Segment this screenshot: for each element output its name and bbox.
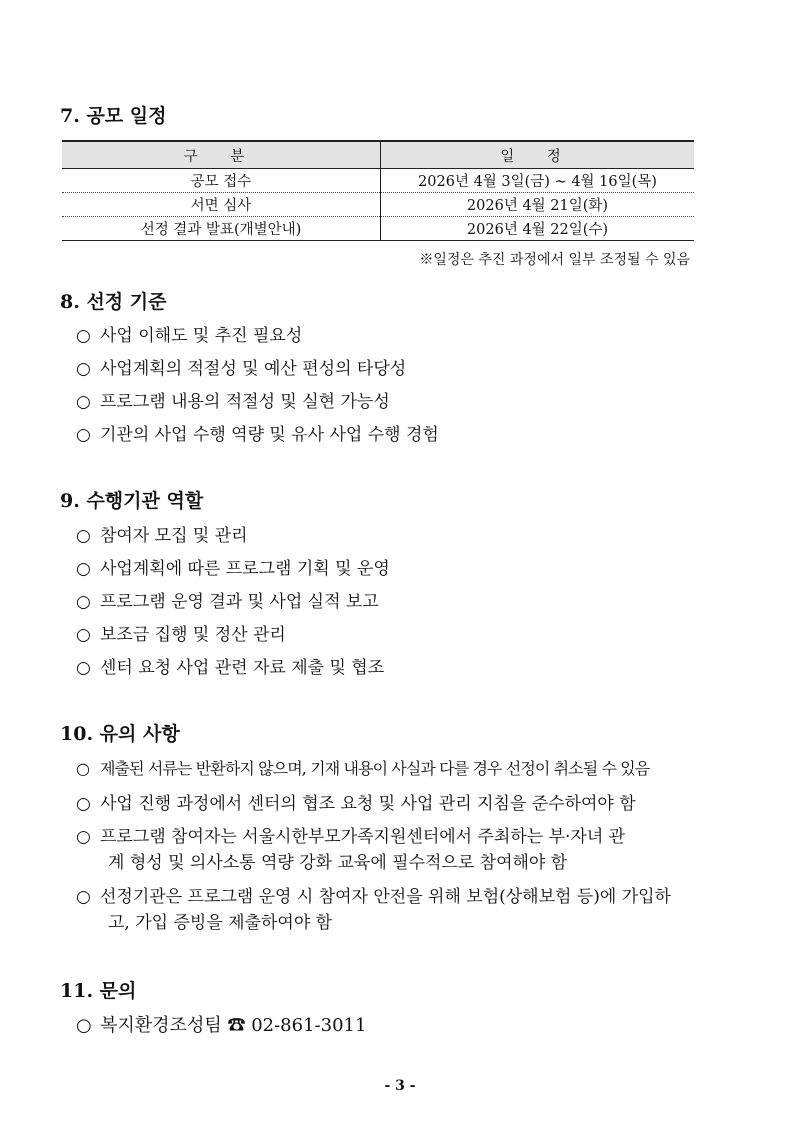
list-item: ○ 센터 요청 사업 관련 자료 제출 및 협조 bbox=[76, 658, 385, 678]
list-item-continuation: 고, 가입 증빙을 제출하여야 함 bbox=[108, 913, 333, 933]
list-item: ○ 보조금 집행 및 정산 관리 bbox=[76, 625, 286, 645]
circle-bullet-icon: ○ bbox=[76, 827, 91, 847]
table-header-row bbox=[62, 141, 694, 169]
contact-team: 복지환경조성팀 bbox=[100, 1015, 222, 1036]
row-3-category: 선정 결과 발표(개별안내) bbox=[62, 217, 381, 241]
contact-phone: 02-861-3011 bbox=[251, 1015, 367, 1036]
list-item-continuation: 계 형성 및 의사소통 역량 강화 교육에 필수적으로 참여해야 함 bbox=[108, 853, 568, 873]
circle-bullet-icon: ○ bbox=[76, 592, 91, 612]
circle-bullet-icon: ○ bbox=[76, 359, 91, 379]
row-3-date: 2026년 4월 22일(수) bbox=[381, 217, 695, 241]
list-item: ○ 참여자 모집 및 관리 bbox=[76, 526, 248, 546]
list-item: ○ 사업 진행 과정에서 센터의 협조 요청 및 사업 관리 지침을 준수하여야 함 bbox=[76, 794, 636, 814]
section-9-title: 9. 수행기관 역할 bbox=[60, 490, 204, 512]
list-item: ○ 제출된 서류는 반환하지 않으며, 기재 내용이 사실과 다를 경우 선정이 취소될 수 있음 bbox=[76, 759, 650, 778]
circle-bullet-icon: ○ bbox=[76, 526, 91, 546]
row-2-category: 서면 심사 bbox=[62, 193, 381, 217]
list-item: ○ 기관의 사업 수행 역량 및 유사 사업 수행 경험 bbox=[76, 425, 439, 445]
list-item: ○ 선정기관은 프로그램 운영 시 참여자 안전을 위해 보험(상해보험 등)에 가입하 bbox=[76, 887, 671, 907]
table-row bbox=[62, 169, 694, 193]
table-row bbox=[62, 217, 694, 241]
circle-bullet-icon: ○ bbox=[76, 658, 91, 678]
contact-item bbox=[76, 1011, 366, 1037]
circle-bullet-icon: ○ bbox=[76, 559, 91, 579]
phone-icon: ☎ bbox=[227, 1015, 246, 1036]
list-item: ○ 사업 이해도 및 추진 필요성 bbox=[76, 326, 303, 346]
circle-bullet-icon: ○ bbox=[76, 625, 91, 645]
circle-bullet-icon: ○ bbox=[76, 759, 90, 778]
section-7-title: 7. 공모 일정 bbox=[60, 105, 167, 127]
list-item: ○ 프로그램 내용의 적절성 및 실현 가능성 bbox=[76, 392, 390, 412]
circle-bullet-icon: ○ bbox=[76, 326, 91, 346]
circle-bullet-icon: ○ bbox=[76, 1015, 92, 1036]
row-1-date: 2026년 4월 3일(금) ~ 4월 16일(목) bbox=[381, 169, 695, 193]
page-number: - 3 - bbox=[384, 1078, 416, 1094]
section-10-title: 10. 유의 사항 bbox=[60, 723, 180, 745]
header-schedule: 일 정 bbox=[381, 141, 695, 169]
schedule-note: ※일정은 추진 과정에서 일부 조정될 수 있음 bbox=[419, 252, 690, 268]
list-item: ○ 프로그램 참여자는 서울시한부모가족지원센터에서 주최하는 부·자녀 관 bbox=[76, 827, 626, 847]
circle-bullet-icon: ○ bbox=[76, 887, 91, 907]
list-item: ○ 사업계획에 따른 프로그램 기획 및 운영 bbox=[76, 559, 390, 579]
list-item: ○ 프로그램 운영 결과 및 사업 실적 보고 bbox=[76, 592, 379, 612]
circle-bullet-icon: ○ bbox=[76, 794, 91, 814]
row-2-date: 2026년 4월 21일(화) bbox=[381, 193, 695, 217]
circle-bullet-icon: ○ bbox=[76, 392, 91, 412]
section-8-title: 8. 선정 기준 bbox=[60, 291, 167, 313]
schedule-table bbox=[62, 140, 694, 241]
row-1-category: 공모 접수 bbox=[62, 169, 381, 193]
list-item: ○ 사업계획의 적절성 및 예산 편성의 타당성 bbox=[76, 359, 407, 379]
section-11-title: 11. 문의 bbox=[60, 980, 137, 1002]
circle-bullet-icon: ○ bbox=[76, 425, 91, 445]
header-category: 구 분 bbox=[62, 141, 381, 169]
table-row bbox=[62, 193, 694, 217]
